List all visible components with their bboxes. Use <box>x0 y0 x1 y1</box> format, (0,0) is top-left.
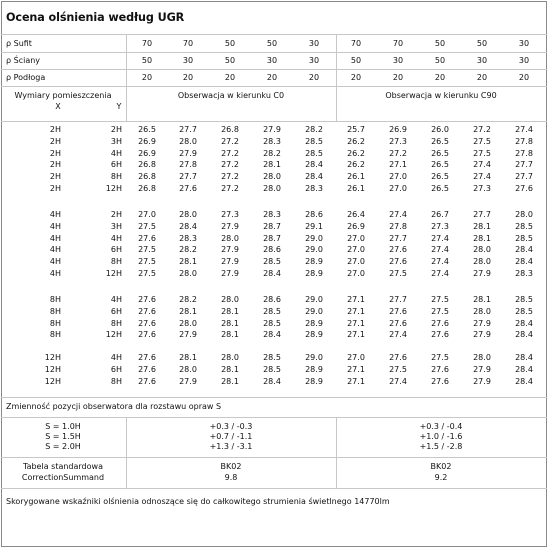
reflectance-value: 50 <box>434 56 446 65</box>
reflectance-value: 50 <box>476 39 488 48</box>
ugr-value: 28.1 <box>473 221 491 231</box>
row-x-dim: 4H <box>49 233 61 243</box>
ugr-value: 28.0 <box>179 269 197 278</box>
ugr-value: 27.9 <box>473 318 491 328</box>
ugr-value: 27.9 <box>473 364 491 374</box>
ugr-value: 28.9 <box>305 376 323 386</box>
row-x-dim: 8H <box>49 295 61 304</box>
ugr-value: 26.9 <box>138 136 156 146</box>
table-rule <box>1 488 547 489</box>
row-y-dim: 12H <box>105 269 122 278</box>
reflectance-value: 20 <box>266 73 278 82</box>
row-y-dim: 12H <box>105 184 122 193</box>
reflectance-value: 70 <box>182 39 194 48</box>
row-y-dim: 3H <box>110 221 122 231</box>
ugr-value: 28.0 <box>179 364 197 374</box>
ugr-value: 26.9 <box>138 148 156 158</box>
ugr-value: 28.4 <box>515 364 533 374</box>
reflectance-value: 30 <box>266 56 278 65</box>
ugr-value: 27.9 <box>179 376 197 386</box>
ugr-value: 27.2 <box>221 184 239 193</box>
ugr-value: 27.2 <box>221 160 239 170</box>
ugr-value: 26.1 <box>347 184 365 193</box>
ugr-value: 28.0 <box>221 353 239 362</box>
table-rule <box>1 52 547 53</box>
ugr-value: 28.3 <box>515 269 533 278</box>
row-x-dim: 4H <box>49 257 61 267</box>
ugr-value: 27.6 <box>138 306 156 316</box>
ugr-value: 27.9 <box>221 221 239 231</box>
table-rule <box>1 397 547 398</box>
ugr-value: 28.0 <box>263 184 281 193</box>
ugr-value: 26.8 <box>138 172 156 182</box>
ugr-value: 28.1 <box>179 257 197 267</box>
ugr-value: 28.4 <box>515 257 533 267</box>
row-y-dim: 6H <box>110 364 122 374</box>
ugr-value: 28.4 <box>263 269 281 278</box>
col-rule <box>126 417 127 488</box>
ugr-value: 27.9 <box>263 125 281 134</box>
ugr-value: 28.4 <box>515 376 533 386</box>
ugr-value: 26.9 <box>347 221 365 231</box>
ugr-value: 27.5 <box>473 148 491 158</box>
ugr-value: 27.1 <box>347 330 365 340</box>
row-x-dim: 12H <box>44 364 61 374</box>
ugr-value: 27.5 <box>138 257 156 267</box>
reflectance-value: 50 <box>266 39 278 48</box>
ugr-value: 28.6 <box>263 245 281 255</box>
table-rule <box>1 457 547 458</box>
ugr-value: 28.5 <box>263 257 281 267</box>
ugr-value: 28.9 <box>305 330 323 340</box>
row-x-dim: 2H <box>49 148 61 158</box>
row-x-dim: 2H <box>49 172 61 182</box>
x-label: X <box>55 102 61 111</box>
observation-c90-header: Obserwacja w kierunku C90 <box>385 91 497 100</box>
spacing-label: S = 1.0H <box>45 422 81 431</box>
ugr-value: 28.5 <box>515 295 533 304</box>
spacing-label: S = 1.5H <box>45 432 81 441</box>
ugr-value: 27.8 <box>515 136 533 146</box>
ugr-value: 28.4 <box>263 376 281 386</box>
ugr-value: 26.8 <box>221 125 239 134</box>
ugr-value: 27.9 <box>179 148 197 158</box>
ugr-value: 28.0 <box>473 257 491 267</box>
ugr-value: 27.6 <box>389 257 407 267</box>
ugr-value: 27.1 <box>347 364 365 374</box>
ugr-value: 28.0 <box>179 318 197 328</box>
ugr-value: 26.1 <box>347 172 365 182</box>
reflectance-value: 30 <box>518 56 530 65</box>
row-y-dim: 8H <box>110 172 122 182</box>
ugr-value: 27.1 <box>347 376 365 386</box>
ugr-value: 29.0 <box>305 306 323 316</box>
ugr-value: 28.0 <box>515 210 533 219</box>
row-y-dim: 2H <box>110 125 122 134</box>
table-rule <box>1 86 547 87</box>
ugr-value: 27.5 <box>431 306 449 316</box>
variation-c0: +1.3 / -3.1 <box>209 442 253 451</box>
ugr-value: 27.7 <box>179 125 197 134</box>
standard-table-c90: BK02 <box>430 462 452 471</box>
ugr-value: 27.6 <box>138 330 156 340</box>
spacing-label: S = 2.0H <box>45 442 81 451</box>
variation-c0: +0.3 / -0.3 <box>209 422 253 431</box>
ugr-value: 27.2 <box>473 125 491 134</box>
row-x-dim: 8H <box>49 318 61 328</box>
ugr-value: 27.2 <box>389 148 407 158</box>
row-x-dim: 2H <box>49 184 61 193</box>
row-x-dim: 12H <box>44 353 61 362</box>
reflectance-value: 30 <box>308 39 320 48</box>
reflectance-label: ρ Ściany <box>6 56 41 65</box>
row-x-dim: 4H <box>49 269 61 278</box>
ugr-value: 28.0 <box>179 136 197 146</box>
reflectance-value: 70 <box>141 39 153 48</box>
ugr-value: 26.5 <box>431 148 449 158</box>
ugr-value: 27.4 <box>431 245 449 255</box>
ugr-value: 28.6 <box>263 295 281 304</box>
ugr-value: 28.5 <box>263 353 281 362</box>
variation-c90: +0.3 / -0.4 <box>419 422 463 431</box>
ugr-value: 27.6 <box>179 184 197 193</box>
row-x-dim: 8H <box>49 330 61 340</box>
ugr-value: 27.6 <box>389 306 407 316</box>
room-dimensions-label: Wymiary pomieszczenia <box>14 91 112 100</box>
ugr-value: 27.3 <box>221 210 239 219</box>
reflectance-value: 20 <box>392 73 404 82</box>
row-x-dim: 4H <box>49 221 61 231</box>
ugr-value: 27.5 <box>138 245 156 255</box>
ugr-value: 28.1 <box>221 376 239 386</box>
ugr-value: 27.9 <box>221 257 239 267</box>
ugr-value: 27.8 <box>389 221 407 231</box>
ugr-value: 26.5 <box>431 136 449 146</box>
row-y-dim: 8H <box>110 257 122 267</box>
variation-c0: +0.7 / -1.1 <box>209 432 253 441</box>
ugr-value: 28.5 <box>263 318 281 328</box>
ugr-value: 28.1 <box>179 353 197 362</box>
reflectance-value: 30 <box>392 56 404 65</box>
ugr-value: 28.0 <box>179 210 197 219</box>
ugr-value: 28.6 <box>305 210 323 219</box>
ugr-value: 28.2 <box>263 148 281 158</box>
ugr-value: 27.4 <box>389 210 407 219</box>
ugr-value: 29.0 <box>305 245 323 255</box>
ugr-value: 27.9 <box>221 269 239 278</box>
ugr-value: 26.7 <box>431 210 449 219</box>
ugr-value: 26.5 <box>431 172 449 182</box>
ugr-value: 27.6 <box>431 364 449 374</box>
ugr-value: 28.1 <box>221 306 239 316</box>
row-x-dim: 12H <box>44 376 61 386</box>
ugr-value: 26.0 <box>431 125 449 134</box>
ugr-value: 27.6 <box>515 184 533 193</box>
ugr-value: 27.5 <box>389 269 407 278</box>
ugr-value: 28.9 <box>305 364 323 374</box>
ugr-value: 27.9 <box>221 245 239 255</box>
reflectance-value: 20 <box>434 73 446 82</box>
ugr-value: 27.6 <box>138 364 156 374</box>
ugr-value: 27.6 <box>431 330 449 340</box>
reflectance-value: 50 <box>224 39 236 48</box>
ugr-value: 27.5 <box>431 295 449 304</box>
ugr-value: 27.7 <box>389 233 407 243</box>
ugr-value: 28.0 <box>221 295 239 304</box>
ugr-value: 28.3 <box>179 233 197 243</box>
row-y-dim: 4H <box>110 233 122 243</box>
ugr-value: 27.4 <box>473 160 491 170</box>
standard-table-c0: BK02 <box>220 462 242 471</box>
observation-c0-header: Obserwacja w kierunku C0 <box>177 91 285 100</box>
ugr-value: 27.9 <box>179 330 197 340</box>
variation-caption: Zmienność pozycji obserwatora dla rozstawu opraw S <box>6 402 222 411</box>
ugr-value: 27.6 <box>138 353 156 362</box>
reflectance-value: 50 <box>434 39 446 48</box>
reflectance-value: 20 <box>141 73 153 82</box>
ugr-value: 27.4 <box>431 269 449 278</box>
col-rule <box>336 417 337 488</box>
row-y-dim: 6H <box>110 160 122 170</box>
ugr-value: 28.4 <box>515 318 533 328</box>
row-x-dim: 8H <box>49 306 61 316</box>
ugr-value: 27.3 <box>431 221 449 231</box>
reflectance-value: 30 <box>182 56 194 65</box>
ugr-value: 28.5 <box>305 136 323 146</box>
ugr-value: 28.4 <box>305 172 323 182</box>
ugr-value: 27.6 <box>138 295 156 304</box>
reflectance-value: 30 <box>476 56 488 65</box>
reflectance-value: 20 <box>224 73 236 82</box>
ugr-value: 28.1 <box>473 233 491 243</box>
ugr-value: 28.4 <box>515 330 533 340</box>
row-y-dim: 12H <box>105 330 122 340</box>
ugr-value: 27.4 <box>473 172 491 182</box>
reflectance-value: 20 <box>182 73 194 82</box>
reflectance-value: 50 <box>224 56 236 65</box>
ugr-value: 27.2 <box>221 148 239 158</box>
reflectance-label: ρ Sufit <box>6 39 32 48</box>
ugr-value: 28.1 <box>221 318 239 328</box>
ugr-value: 29.0 <box>305 233 323 243</box>
row-y-dim: 8H <box>110 318 122 328</box>
ugr-value: 27.1 <box>347 306 365 316</box>
ugr-value: 28.4 <box>305 160 323 170</box>
reflectance-value: 20 <box>308 73 320 82</box>
correction-summand-c90: 9.2 <box>434 473 448 482</box>
ugr-value: 27.8 <box>515 148 533 158</box>
ugr-value: 28.5 <box>515 306 533 316</box>
ugr-value: 27.1 <box>389 160 407 170</box>
standard-table-label: Tabela standardowa <box>23 462 103 471</box>
ugr-value: 26.5 <box>431 160 449 170</box>
ugr-value: 27.9 <box>473 330 491 340</box>
ugr-value: 28.4 <box>179 221 197 231</box>
ugr-value: 28.9 <box>305 257 323 267</box>
ugr-value: 25.7 <box>347 125 365 134</box>
ugr-value: 27.6 <box>389 245 407 255</box>
table-rule <box>1 69 547 70</box>
ugr-value: 27.4 <box>431 233 449 243</box>
row-x-dim: 2H <box>49 125 61 134</box>
ugr-value: 26.2 <box>347 136 365 146</box>
ugr-value: 28.7 <box>263 233 281 243</box>
ugr-value: 28.5 <box>263 306 281 316</box>
ugr-value: 27.5 <box>138 269 156 278</box>
ugr-value: 27.5 <box>138 221 156 231</box>
ugr-value: 27.6 <box>431 318 449 328</box>
ugr-value: 27.1 <box>347 295 365 304</box>
reflectance-value: 70 <box>392 39 404 48</box>
ugr-value: 28.5 <box>515 221 533 231</box>
ugr-value: 26.2 <box>347 148 365 158</box>
ugr-value: 27.2 <box>221 172 239 182</box>
ugr-value: 27.0 <box>389 184 407 193</box>
page-title: Ocena olśnienia według UGR <box>6 11 185 24</box>
variation-c90: +1.0 / -1.6 <box>419 432 463 441</box>
ugr-value: 27.6 <box>138 376 156 386</box>
ugr-value: 28.3 <box>305 184 323 193</box>
ugr-value: 27.4 <box>515 125 533 134</box>
ugr-value: 27.0 <box>347 353 365 362</box>
ugr-value: 27.6 <box>389 353 407 362</box>
ugr-value: 28.7 <box>263 221 281 231</box>
ugr-value: 27.3 <box>389 136 407 146</box>
ugr-value: 26.5 <box>431 184 449 193</box>
ugr-value: 27.0 <box>347 245 365 255</box>
ugr-value: 27.7 <box>179 172 197 182</box>
row-y-dim: 2H <box>110 210 122 219</box>
row-y-dim: 8H <box>110 376 122 386</box>
reflectance-value: 50 <box>141 56 153 65</box>
ugr-value: 27.0 <box>347 257 365 267</box>
ugr-value: 26.5 <box>138 125 156 134</box>
row-y-dim: 3H <box>110 136 122 146</box>
ugr-value: 28.9 <box>305 318 323 328</box>
correction-summand-c0: 9.8 <box>224 473 238 482</box>
ugr-value: 28.1 <box>263 160 281 170</box>
ugr-value: 28.0 <box>473 353 491 362</box>
ugr-value: 27.7 <box>389 295 407 304</box>
ugr-value: 27.5 <box>389 364 407 374</box>
table-rule <box>1 34 547 35</box>
ugr-value: 28.4 <box>515 353 533 362</box>
ugr-value: 28.3 <box>263 210 281 219</box>
ugr-value: 27.7 <box>515 160 533 170</box>
ugr-value: 28.5 <box>515 233 533 243</box>
ugr-value: 27.3 <box>473 184 491 193</box>
ugr-value: 28.0 <box>473 306 491 316</box>
ugr-value: 28.1 <box>221 330 239 340</box>
ugr-value: 26.9 <box>389 125 407 134</box>
row-y-dim: 4H <box>110 353 122 362</box>
ugr-value: 27.6 <box>138 318 156 328</box>
row-y-dim: 6H <box>110 306 122 316</box>
row-y-dim: 6H <box>110 245 122 255</box>
reflectance-value: 70 <box>350 39 362 48</box>
ugr-value: 26.4 <box>347 210 365 219</box>
ugr-value: 27.0 <box>347 269 365 278</box>
ugr-value: 29.0 <box>305 353 323 362</box>
reflectance-value: 30 <box>308 56 320 65</box>
table-rule <box>1 121 547 122</box>
ugr-value: 28.1 <box>473 295 491 304</box>
reflectance-value: 20 <box>518 73 530 82</box>
ugr-value: 27.9 <box>473 376 491 386</box>
ugr-value: 28.5 <box>263 364 281 374</box>
correction-summand-label: CorrectionSummand <box>21 473 105 482</box>
ugr-value: 28.0 <box>473 245 491 255</box>
ugr-value: 26.8 <box>138 160 156 170</box>
ugr-value: 29.1 <box>305 221 323 231</box>
ugr-value: 28.3 <box>263 136 281 146</box>
ugr-value: 27.7 <box>473 210 491 219</box>
ugr-value: 27.8 <box>179 160 197 170</box>
row-y-dim: 4H <box>110 295 122 304</box>
ugr-value: 27.5 <box>473 136 491 146</box>
row-x-dim: 4H <box>49 245 61 255</box>
ugr-value: 28.2 <box>179 245 197 255</box>
variation-c90: +1.5 / -2.8 <box>419 442 463 451</box>
ugr-value: 27.0 <box>347 233 365 243</box>
ugr-value: 28.0 <box>263 172 281 182</box>
footnote: Skorygowane wskaźniki olśnienia odnoszące się do całkowitego strumienia świetlnego 14770lm <box>6 497 390 506</box>
ugr-value: 27.6 <box>431 376 449 386</box>
ugr-value: 27.7 <box>515 172 533 182</box>
ugr-value: 29.0 <box>305 295 323 304</box>
ugr-value: 27.4 <box>389 330 407 340</box>
table-rule <box>1 417 547 418</box>
row-x-dim: 2H <box>49 160 61 170</box>
reflectance-value: 50 <box>350 56 362 65</box>
reflectance-value: 20 <box>476 73 488 82</box>
row-x-dim: 4H <box>49 210 61 219</box>
ugr-value: 28.1 <box>221 364 239 374</box>
ugr-value: 28.4 <box>263 330 281 340</box>
y-label: Y <box>116 102 122 111</box>
ugr-value: 27.6 <box>138 233 156 243</box>
ugr-value: 28.4 <box>515 245 533 255</box>
ugr-value: 27.1 <box>347 318 365 328</box>
ugr-value: 27.4 <box>389 376 407 386</box>
ugr-value: 26.2 <box>347 160 365 170</box>
ugr-value: 27.9 <box>473 269 491 278</box>
reflectance-value: 20 <box>350 73 362 82</box>
ugr-value: 27.5 <box>431 353 449 362</box>
ugr-value: 28.2 <box>179 295 197 304</box>
ugr-value: 28.9 <box>305 269 323 278</box>
reflectance-label: ρ Podłoga <box>6 73 46 82</box>
col-rule <box>336 86 337 121</box>
ugr-value: 27.4 <box>431 257 449 267</box>
row-y-dim: 4H <box>110 148 122 158</box>
ugr-value: 27.6 <box>389 318 407 328</box>
row-x-dim: 2H <box>49 136 61 146</box>
ugr-value: 28.2 <box>305 125 323 134</box>
reflectance-value: 30 <box>518 39 530 48</box>
ugr-value: 27.0 <box>389 172 407 182</box>
ugr-value: 28.0 <box>221 233 239 243</box>
ugr-value: 28.5 <box>305 148 323 158</box>
ugr-value: 28.1 <box>179 306 197 316</box>
ugr-value: 26.8 <box>138 184 156 193</box>
ugr-value: 27.0 <box>138 210 156 219</box>
ugr-value: 27.2 <box>221 136 239 146</box>
